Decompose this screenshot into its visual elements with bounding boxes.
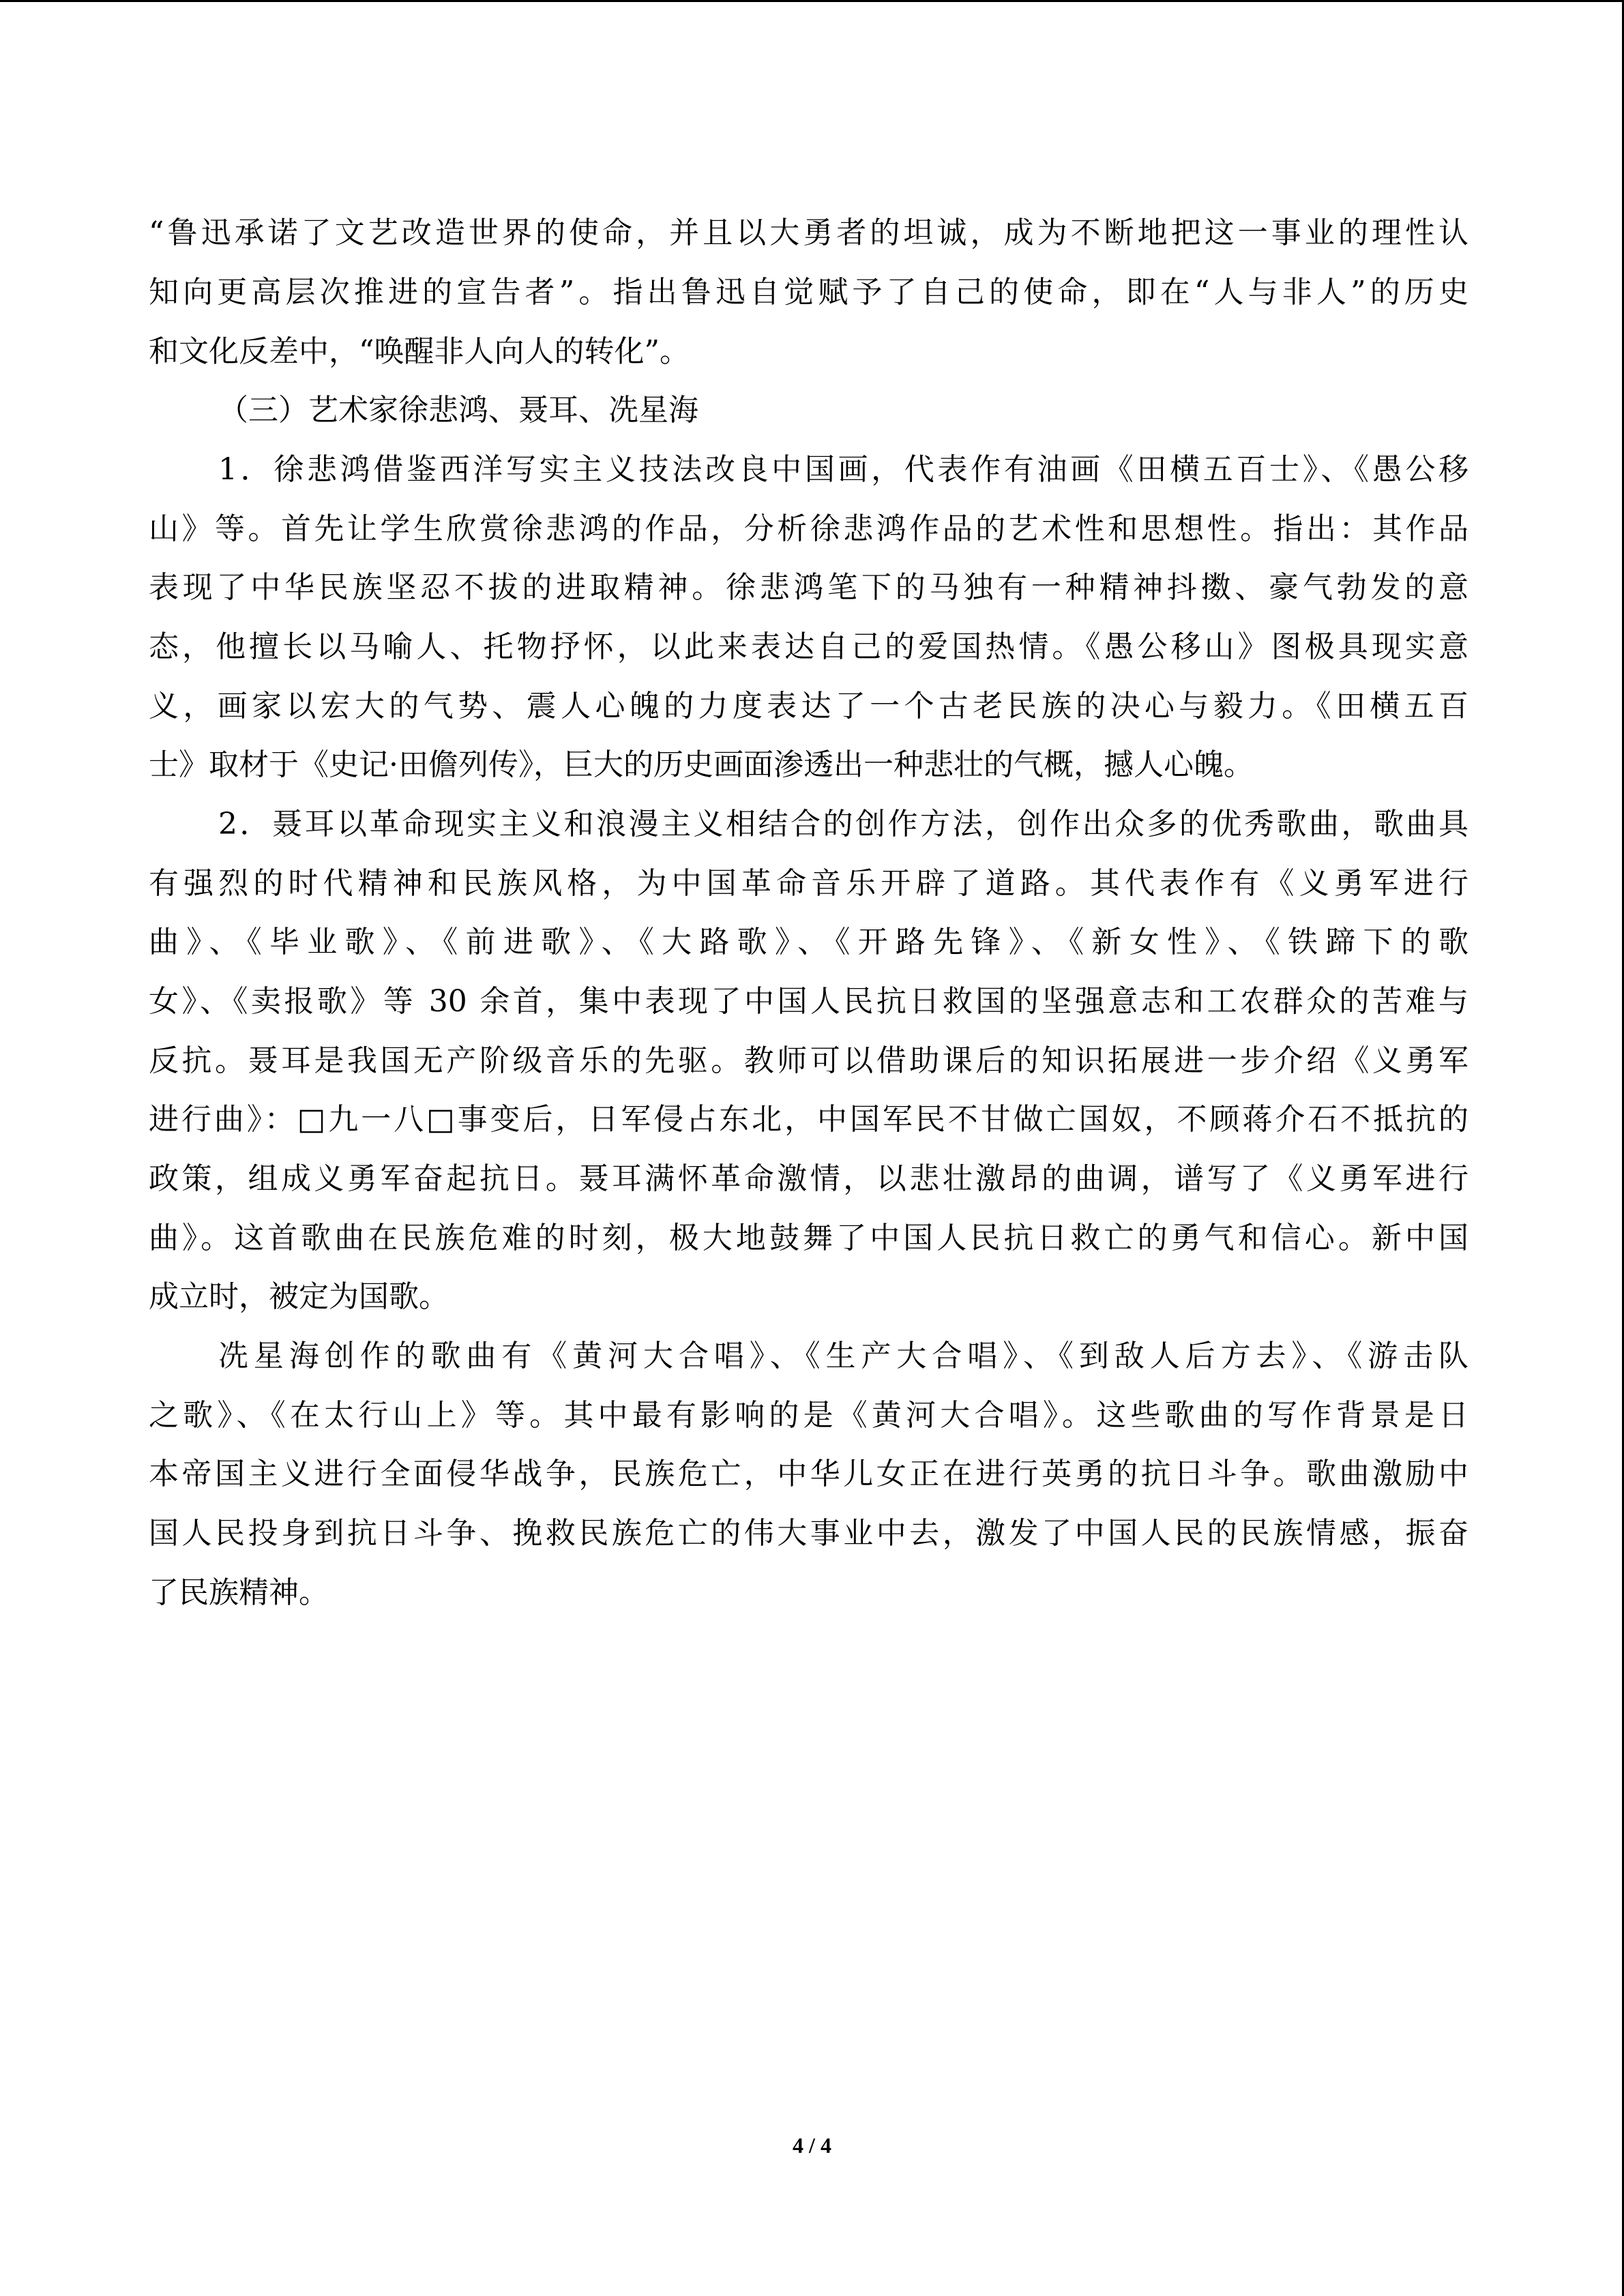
text-line: 反抗。聂耳是我国无产阶级音乐的先驱。教师可以借助课后的知识拓展进一步介绍《义勇军 (149, 1043, 1468, 1078)
text-line: 冼星海创作的歌曲有《黄河大合唱》、《生产大合唱》、《到敌人后方去》、《游击队 (218, 1339, 1468, 1373)
text-line: 表现了中华民族坚忍不拔的进取精神。徐悲鸿笔下的马独有一种精神抖擞、豪气勃发的意 (149, 570, 1468, 605)
page-number: 4 / 4 (793, 2133, 831, 2158)
text-line: 政策，组成义勇军奋起抗日。聂耳满怀革命激情，以悲壮激昂的曲调，谱写了《义勇军进行 (149, 1161, 1468, 1196)
text-line: 成立时，被定为国歌。 (149, 1279, 449, 1314)
section-heading: （三）艺术家徐悲鸿、聂耳、冼星海 (218, 393, 698, 428)
text-line: 山》等。首先让学生欣赏徐悲鸿的作品，分析徐悲鸿作品的艺术性和思想性。指出：其作品 (149, 511, 1468, 546)
text-line: 1．徐悲鸿借鉴西洋写实主义技法改良中国画，代表作有油画《田横五百士》、《愚公移 (218, 452, 1468, 487)
text-line: 进行曲》：□九一八□事变后，日军侵占东北，中国军民不甘做亡国奴，不顾蒋介石不抵抗的 (149, 1102, 1468, 1137)
text-line: 有强烈的时代精神和民族风格，为中国革命音乐开辟了道路。其代表作有《义勇军进行 (149, 866, 1468, 901)
text-line: 2．聂耳以革命现实主义和浪漫主义相结合的创作方法，创作出众多的优秀歌曲，歌曲具 (218, 807, 1468, 841)
text-line: 曲》、《毕业歌》、《前进歌》、《大路歌》、《开路先锋》、《新女性》、《铁蹄下的歌 (149, 925, 1468, 959)
text-line: 和文化反差中，“唤醒非人向人的转化”。 (149, 334, 690, 369)
text-line: 义，画家以宏大的气势、震人心魄的力度表达了一个古老民族的决心与毅力。《田横五百 (149, 689, 1468, 724)
text-line: 知向更高层次推进的宣告者”。指出鲁迅自觉赋予了自己的使命，即在“人与非人”的历史 (149, 275, 1468, 310)
text-line: 之歌》、《在太行山上》等。其中最有影响的是《黄河大合唱》。这些歌曲的写作背景是日 (149, 1398, 1468, 1433)
text-line: 士》取材于《史记·田儋列传》，巨大的历史画面渗透出一种悲壮的气概，撼人心魄。 (149, 747, 1254, 782)
page-border-top (0, 0, 1624, 2)
text-line: 本帝国主义进行全面侵华战争，民族危亡，中华儿女正在进行英勇的抗日斗争。歌曲激励中 (149, 1457, 1468, 1491)
text-line: 态，他擅长以马喻人、托物抒怀，以此来表达自己的爱国热情。《愚公移山》图极具现实意 (149, 629, 1468, 664)
text-line: 国人民投身到抗日斗争、挽救民族危亡的伟大事业中去，激发了中国人民的民族情感，振奋 (149, 1516, 1468, 1551)
text-line: “鲁迅承诺了文艺改造世界的使命，并且以大勇者的坦诚，成为不断地把这一事业的理性认 (149, 215, 1468, 250)
text-line: 了民族精神。 (149, 1575, 329, 1610)
text-line: 女》、《卖报歌》等 30 余首，集中表现了中国人民抗日救国的坚强意志和工农群众的苦难与 (149, 984, 1468, 1019)
text-line: 曲》。这首歌曲在民族危难的时刻，极大地鼓舞了中国人民抗日救亡的勇气和信心。新中国 (149, 1221, 1468, 1255)
